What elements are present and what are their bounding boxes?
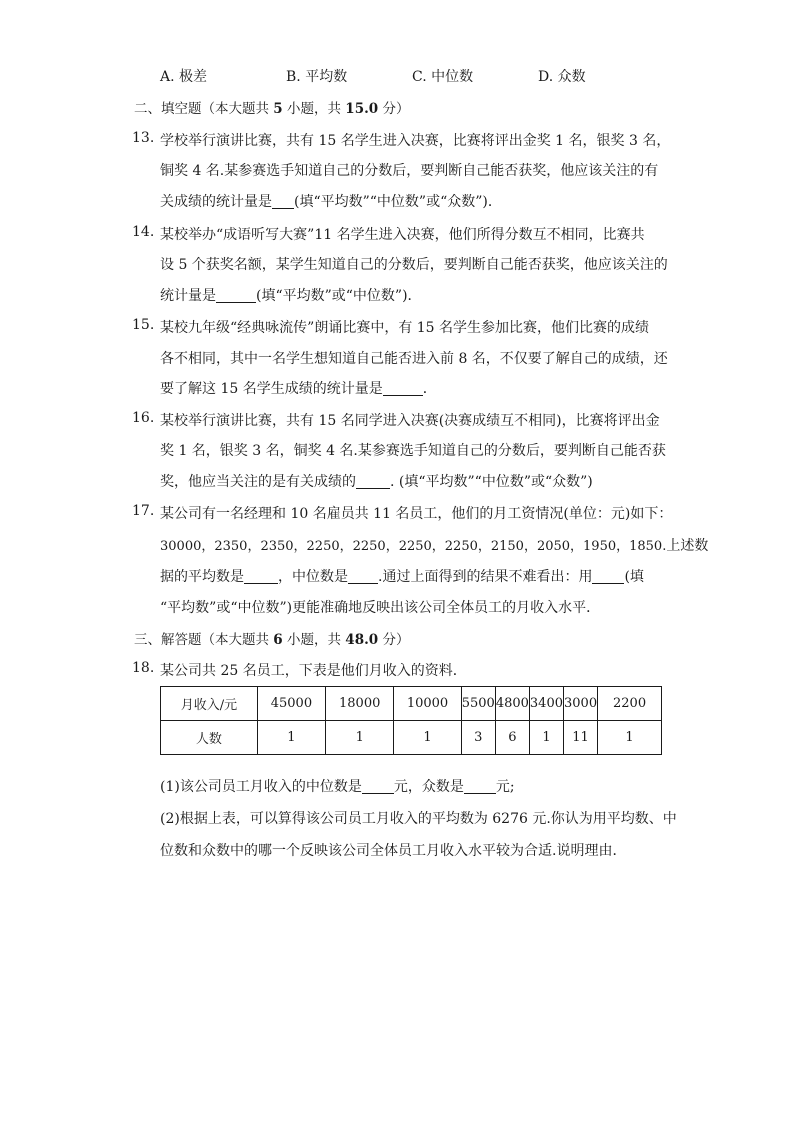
text-segment: 关成绩的统计量是 (160, 194, 272, 210)
text-segment: 上述数 (666, 538, 709, 554)
question-text: 某校举行演讲比赛，共有 15 名同学进入决赛(决赛成绩互不相同)，比赛将评出金 (160, 413, 660, 429)
option-c: C. 中位数 (412, 69, 474, 85)
question-number: 16. (132, 410, 155, 426)
option-d: D. 众数 (538, 69, 586, 85)
question-text: 某公司共 25 名员工，下表是他们月收入的资料． (160, 663, 467, 679)
answer-blank[interactable] (356, 487, 390, 489)
table-cell: 1 (394, 721, 461, 755)
answer-blank[interactable] (383, 394, 423, 396)
question-text-last (160, 378, 437, 398)
table-cell: 4800 (495, 687, 529, 721)
table-cell: 1 (326, 721, 394, 755)
answer-blank[interactable] (216, 301, 256, 303)
table-cell: 1 (529, 721, 563, 755)
question-number: 15. (132, 317, 155, 333)
text-segment: (填“平均数”或“中位数”)． (256, 288, 422, 304)
section-2-mid: 小题，共 (282, 101, 346, 117)
question-text: 某校九年级“经典咏流传”朗诵比赛中，有 15 名学生参加比赛，他们比赛的成绩 (160, 320, 650, 336)
question-text: “平均数”或“中位数”)更能准确地反映出该公司全体员工的月收入水平． (160, 600, 601, 616)
question-text-blanks (160, 566, 644, 586)
table-header-cell: 月收入/元 (161, 687, 258, 721)
text-segment: 奖，他应当关注的是有关成绩的 (160, 474, 356, 490)
table-cell: 45000 (257, 687, 325, 721)
table-cell: 1 (257, 721, 325, 755)
table-cell: 3 (461, 721, 495, 755)
mean-blank[interactable] (244, 582, 278, 584)
answer-blank[interactable] (272, 207, 294, 209)
section-2-count: 5 (273, 101, 283, 117)
section-3-suffix: 分） (378, 632, 410, 648)
salary-list (160, 535, 708, 555)
text-segment: .通过上面得到的结果不难看出：用 (378, 569, 593, 585)
option-a: A. 极差 (160, 69, 208, 85)
table-cell: 3400 (529, 687, 563, 721)
question-text-last (160, 471, 593, 491)
text-segment: (填“平均数”“中位数”或“众数”)． (294, 194, 502, 210)
question-text: 某公司有一名经理和 10 名雇员共 11 名员工，他们的月工资情况(单位：元)如下： (160, 506, 673, 522)
table-cell: 18000 (326, 687, 394, 721)
question-number: 14. (132, 224, 155, 240)
mode-blank[interactable] (464, 792, 496, 794)
table-cell: 11 (564, 721, 598, 755)
text-segment: ． (422, 381, 437, 397)
section-3-score: 48.0 (345, 632, 379, 648)
text-segment: 据的平均数是 (160, 569, 244, 585)
question-number: 18. (132, 660, 155, 676)
question-text: 各不相同，其中一名学生想知道自己能否进入前 8 名，不仅要了解自己的成绩，还 (160, 351, 668, 367)
section-3-prefix: 三、解答题（本大题共 (134, 632, 274, 648)
table-cell: 1 (598, 721, 662, 755)
answer-options (160, 66, 720, 86)
table-cell: 3000 (564, 687, 598, 721)
part-2-text: (2)根据上表，可以算得该公司员工月收入的平均数为 6276 元.你认为用平均数、中 (160, 811, 677, 827)
part-1-text (160, 776, 515, 796)
question-text: 奖 1 名，银奖 3 名，铜奖 4 名.某参赛选手知道自己的分数后，要判断自己能否获 (160, 443, 666, 459)
question-text-last (160, 191, 502, 211)
text-segment: ，中位数是 (278, 569, 348, 585)
question-text: 铜奖 4 名.某参赛选手知道自己的分数后，要判断自己能否获奖，他应该关注的有 (160, 163, 659, 179)
median-blank[interactable] (362, 792, 394, 794)
table-header-cell: 人数 (161, 721, 258, 755)
median-blank[interactable] (348, 582, 378, 584)
section-3-mid: 小题，共 (282, 632, 346, 648)
table-cell: 2200 (598, 687, 662, 721)
table-row (161, 687, 662, 721)
table-cell: 6 (495, 721, 529, 755)
text-segment: (1)该公司员工月收入的中位数是 (160, 779, 362, 795)
table-row (161, 721, 662, 755)
section-3-count: 6 (273, 632, 283, 648)
text-segment: . (填“平均数”“中位数”或“众数”) (390, 474, 593, 490)
part-2-text: 位数和众数中的哪一个反映该公司全体员工月收入水平较为合适.说明理由． (160, 843, 627, 859)
section-2-score: 15.0 (345, 101, 379, 117)
option-b: B. 平均数 (286, 69, 348, 85)
text-segment: 统计量是 (160, 288, 216, 304)
question-number: 13. (132, 130, 155, 146)
table-cell: 5500 (461, 687, 495, 721)
text-segment: 元; (495, 779, 515, 795)
question-text: 某校举办“成语听写大赛”11 名学生进入决赛，他们所得分数互不相同，比赛共 (160, 227, 645, 243)
table-cell: 10000 (394, 687, 461, 721)
text-segment: (填 (624, 569, 644, 585)
question-number: 17. (132, 503, 155, 519)
salary-values: 30000，2350，2350，2250，2250，2250，2250，2150，2050，1950，1850. (160, 539, 667, 554)
section-3-heading (134, 628, 409, 648)
section-2-suffix: 分） (378, 101, 410, 117)
question-text: 设 5 个获奖名额，某学生知道自己的分数后，要判断自己能否获奖，他应该关注的 (160, 257, 668, 273)
text-segment: 要了解这 15 名学生成绩的统计量是 (160, 381, 383, 397)
section-2-heading (134, 97, 409, 117)
section-2-prefix: 二、填空题（本大题共 (134, 101, 274, 117)
question-text-last (160, 285, 422, 305)
choice-blank[interactable] (592, 582, 624, 584)
question-text: 学校举行演讲比赛，共有 15 名学生进入决赛，比赛将评出金奖 1 名，银奖 3 名， (160, 133, 671, 149)
income-table (160, 686, 662, 755)
text-segment: 元，众数是 (393, 779, 464, 795)
